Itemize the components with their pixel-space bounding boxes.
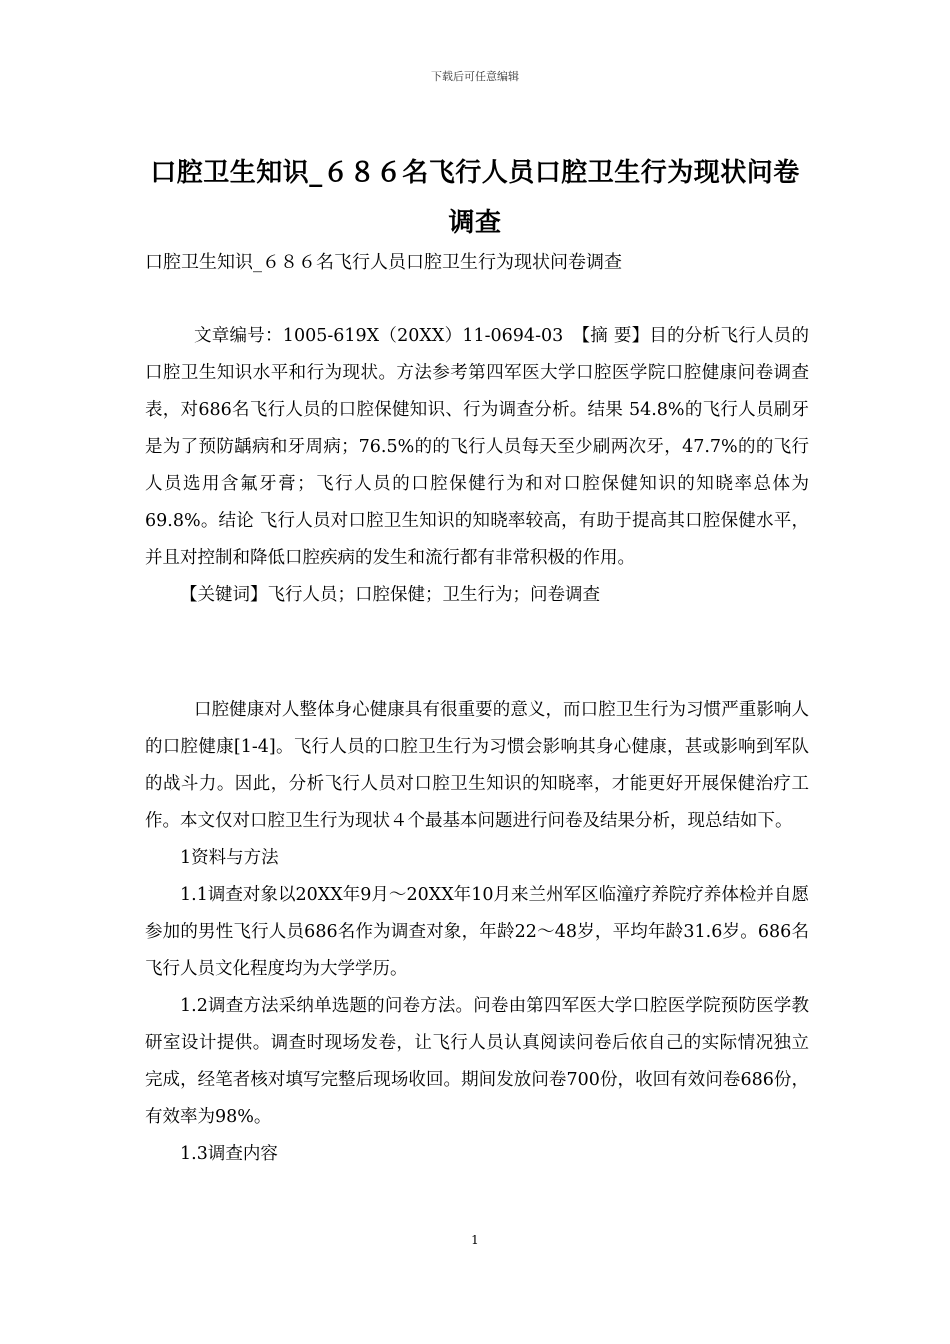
page-number: 1 — [471, 1233, 479, 1247]
intro-paragraph: 口腔健康对人整体身心健康具有很重要的意义，而口腔卫生行为习惯严重影响人的口腔健康[1-4]。飞行人员的口腔卫生行为习惯会影响其身心健康，甚或影响到军队的战斗力。因此，分析飞行人员对口腔卫生知识的知晓率，才能更好开展保健治疗工作。本文仅对口腔卫生行为现状４个最基本问题进行问卷及结果分析，现总结如下。 — [145, 700, 809, 831]
abstract-paragraph: 文章编号：1005-619X（20XX）11-0694-03 【摘 要】目的分析飞行人员的口腔卫生知识水平和行为现状。方法参考第四军医大学口腔医学院口腔健康问卷调查表，对686名飞行人员的口腔保健知识、行为调查分析。结果 54.8%的飞行人员刷牙是为了预防龋病和牙周病；76.5%的的飞行人员每天至少刷两次牙，47.7%的的飞行人员选用含氟牙膏；飞行人员的口腔保健行为和对口腔保健知识的知晓率总体为69.8%。结论 飞行人员对口腔卫生知识的知晓率较高，有助于提高其口腔保健水平，并且对控制和降低口腔疾病的发生和流行都有非常积极的作用。 — [145, 326, 809, 568]
header-note: 下载后可任意编辑 — [431, 70, 519, 83]
section-heading: 1资料与方法 — [180, 848, 279, 868]
document-subtitle: 口腔卫生知识_６８６名飞行人员口腔卫生行为现状问卷调查 — [145, 252, 622, 273]
keywords-paragraph: 【关键词】飞行人员；口腔保健；卫生行为；问卷调查 — [180, 585, 600, 605]
section-1-1-paragraph: 1.1调查对象以20XX年9月～20XX年10月来兰州军区临潼疗养院疗养体检并自愿参加的男性飞行人员686名作为调查对象，年龄22～48岁，平均年龄31.6岁。686名飞行人员文化程度均为大学学历。 — [145, 885, 809, 979]
section-1-2-paragraph: 1.2调查方法采纳单选题的问卷方法。问卷由第四军医大学口腔医学院预防医学教研室设计提供。调查时现场发卷，让飞行人员认真阅读问卷后依自己的实际情况独立完成，经笔者核对填写完整后现场收回。期间发放问卷700份，收回有效问卷686份，有效率为98%。 — [145, 996, 809, 1127]
section-1-3-heading: 1.3调查内容 — [180, 1144, 278, 1164]
main-body — [145, 692, 809, 1173]
document-title: 口腔卫生知识_６８６名飞行人员口腔卫生行为现状问卷调查 — [150, 158, 800, 238]
abstract-section — [145, 318, 809, 614]
